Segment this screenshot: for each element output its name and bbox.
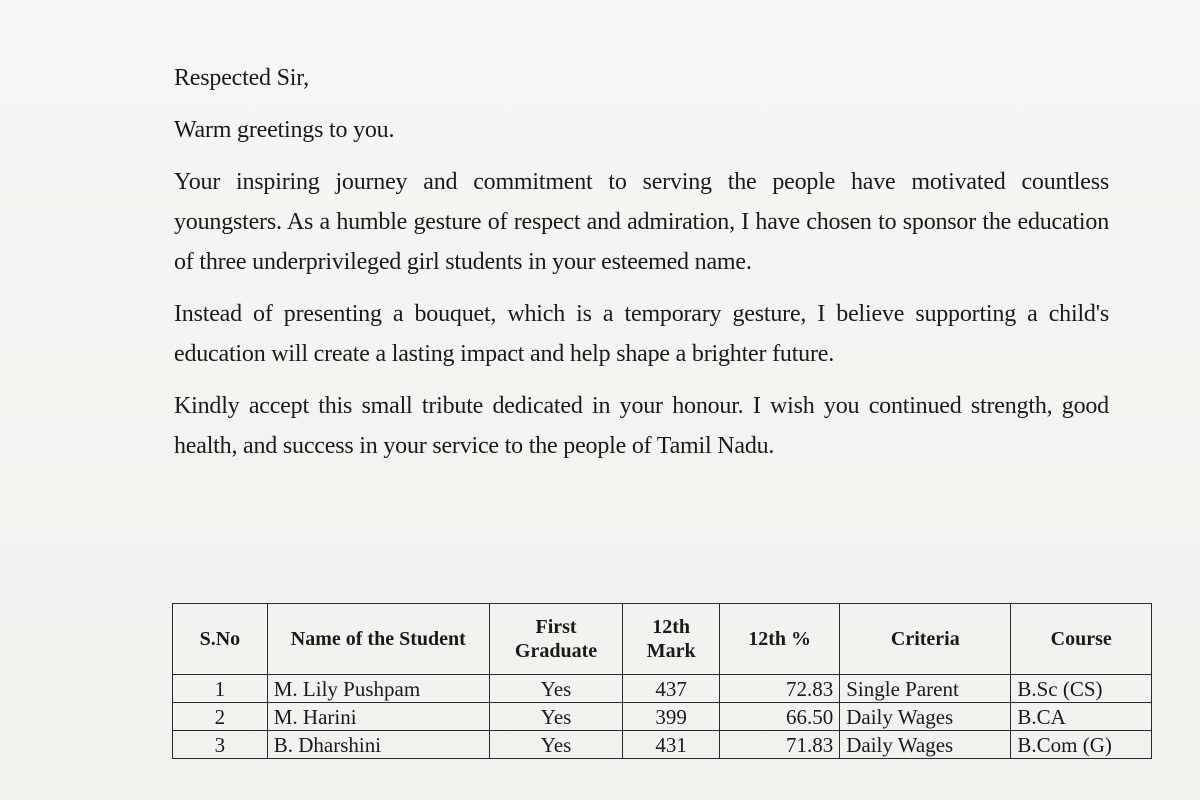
cell-course: B.CA (1011, 703, 1152, 731)
header-row (173, 604, 1152, 675)
cell-first-graduate: Yes (489, 731, 622, 759)
cell-mark: 437 (623, 675, 720, 703)
student-table (172, 603, 1152, 759)
header-name: Name of the Student (267, 604, 489, 675)
header-percent: 12th % (720, 604, 840, 675)
table-row (173, 731, 1152, 759)
cell-percent: 71.83 (720, 731, 840, 759)
paragraph-2: Instead of presenting a bouquet, which is a temporary gesture, I believe supporting a child's education will create a lasting impact and help shape a brighter future. (174, 301, 1109, 367)
header-sno: S.No (173, 604, 268, 675)
table-header (173, 604, 1152, 675)
cell-name: B. Dharshini (267, 731, 489, 759)
table-row (173, 675, 1152, 703)
cell-name: M. Lily Pushpam (267, 675, 489, 703)
header-criteria: Criteria (840, 604, 1011, 675)
cell-first-graduate: Yes (489, 675, 622, 703)
cell-first-graduate: Yes (489, 703, 622, 731)
table-row (173, 703, 1152, 731)
paragraph-1: Your inspiring journey and commitment to serving the people have motivated countless youngsters. As a humble gesture of respect and admiration, I have chosen to sponsor the education of three underprivileged girl students in your esteemed name. (174, 169, 1109, 275)
cell-percent: 72.83 (720, 675, 840, 703)
cell-sno: 1 (173, 675, 268, 703)
cell-sno: 2 (173, 703, 268, 731)
table-body (173, 675, 1152, 759)
header-first-graduate: First Graduate (489, 604, 622, 675)
cell-course: B.Sc (CS) (1011, 675, 1152, 703)
header-course: Course (1011, 604, 1152, 675)
cell-mark: 399 (623, 703, 720, 731)
greeting: Warm greetings to you. (174, 117, 395, 143)
letter-body (174, 58, 1109, 466)
salutation: Respected Sir, (174, 65, 309, 91)
cell-course: B.Com (G) (1011, 731, 1152, 759)
cell-percent: 66.50 (720, 703, 840, 731)
cell-criteria: Single Parent (840, 675, 1011, 703)
cell-name: M. Harini (267, 703, 489, 731)
header-mark: 12th Mark (623, 604, 720, 675)
cell-sno: 3 (173, 731, 268, 759)
paragraph-3: Kindly accept this small tribute dedicated in your honour. I wish you continued strength, good health, and success in your service to the people of Tamil Nadu. (174, 393, 1109, 459)
cell-criteria: Daily Wages (840, 731, 1011, 759)
cell-mark: 431 (623, 731, 720, 759)
cell-criteria: Daily Wages (840, 703, 1011, 731)
